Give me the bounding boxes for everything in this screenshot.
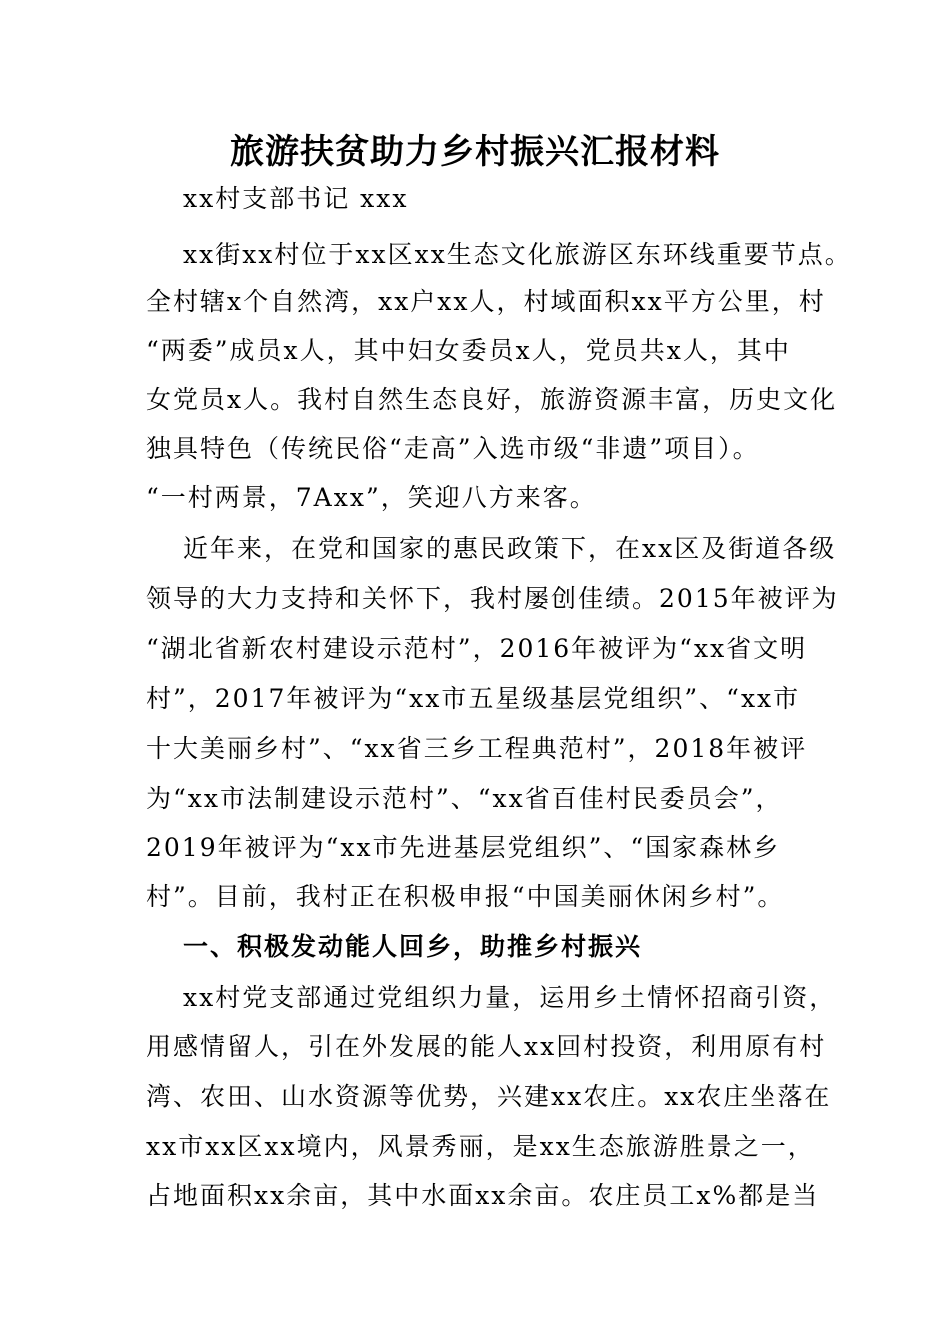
section-heading: 一、积极发动能人回乡，助推乡村振兴 — [183, 932, 643, 961]
paragraph-line: “湖北省新农村建设示范村”，2016年被评为“xx省文明 — [146, 634, 808, 663]
paragraph-line: 十大美丽乡村”、“xx省三乡工程典范村”，2018年被评 — [146, 734, 808, 763]
paragraph-line: 领导的大力支持和关怀下，我村屡创佳绩。2015年被评为 — [146, 584, 839, 613]
paragraph-line: xx村党支部通过党组织力量，运用乡土情怀招商引资， — [183, 983, 837, 1012]
paragraph-line: 湾、农田、山水资源等优势，兴建xx农庄。xx农庄坐落在 — [146, 1082, 832, 1111]
paragraph-line: 为“xx市法制建设示范村”、“xx省百佳村民委员会”， — [146, 784, 783, 813]
paragraph-line: xx街xx村位于xx区xx生态文化旅游区东环线重要节点。 — [183, 240, 852, 269]
document-title: 旅游扶贫助力乡村振兴汇报材料 — [230, 132, 720, 172]
paragraph-line: 村”，2017年被评为“xx市五星级基层党组织”、“xx市 — [146, 684, 801, 713]
paragraph-line: 用感情留人，引在外发展的能人xx回村投资，利用原有村 — [146, 1032, 827, 1061]
author-line: xx村支部书记 xxx — [183, 184, 409, 213]
paragraph-line: “一村两景，7Axx”，笑迎八方来客。 — [146, 483, 597, 512]
paragraph-line: 村”。目前，我村正在积极申报“中国美丽休闲乡村”。 — [146, 882, 785, 911]
paragraph-line: 女党员x人。我村自然生态良好，旅游资源丰富，历史文化 — [146, 385, 838, 414]
paragraph-line: 近年来，在党和国家的惠民政策下，在xx区及街道各级 — [183, 534, 837, 563]
paragraph-line: 全村辖x个自然湾，xx户xx人，村域面积xx平方公里，村 — [146, 287, 826, 316]
paragraph-line: 独具特色（传统民俗“走高”入选市级“非遗”项目）。 — [146, 434, 760, 463]
paragraph-line: xx市xx区xx境内，风景秀丽，是xx生态旅游胜景之一， — [146, 1132, 815, 1161]
paragraph-line: “两委”成员x人，其中妇女委员x人，党员共x人，其中 — [146, 336, 791, 365]
paragraph-line: 2019年被评为“xx市先进基层党组织”、“国家森林乡 — [146, 833, 781, 862]
paragraph-line: 占地面积xx余亩，其中水面xx余亩。农庄员工x%都是当 — [146, 1181, 820, 1210]
